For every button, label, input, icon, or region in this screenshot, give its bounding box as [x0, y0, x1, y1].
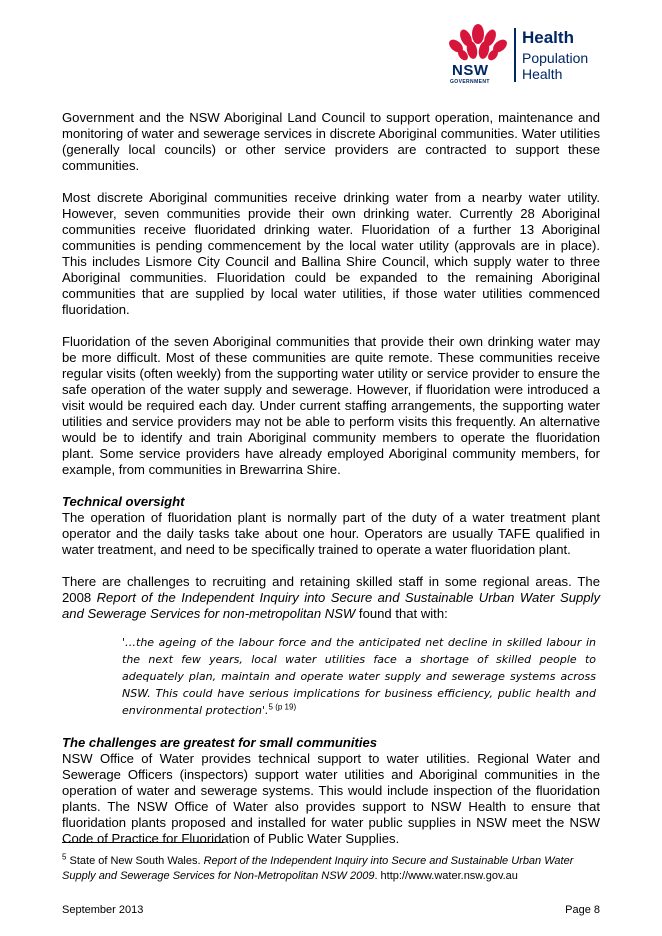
footnote-end: . http://www.water.nsw.gov.au	[374, 870, 518, 882]
heading-small-communities: The challenges are greatest for small communities	[62, 735, 378, 750]
inquiry-paragraph	[62, 574, 600, 622]
logo-population-text: Population	[522, 50, 589, 66]
footnote-start: State of New South Wales.	[66, 855, 204, 867]
waratah-icon	[446, 24, 510, 64]
footer-page-number: Page 8	[565, 904, 600, 916]
paragraph-2: Most discrete Aboriginal communities receive drinking water from a nearby water utility. However, seven communities provide their own drinking water. Currently 28 Aboriginal communities receive fluoridated drinking water. Fluoridation of a further 13 Aboriginal communities is pending commencement by the local water utility (approvals are in place). This includes Lismore City Council and Ballina Shire Council, which supply water to three Aboriginal communities. Fluoridation could be expanded to the remaining Aboriginal communities that are supplied by local water utilities, if those water utilities commenced fluoridation.	[62, 190, 600, 317]
technical-oversight-paragraph: The operation of fluoridation plant is normally part of the duty of a water treatment plant operator and the daily tasks take about one hour. Operators are usually TAFE qualified in water treatment, and need to be specifically trained to operate a water fluoridation plant.	[62, 510, 600, 557]
small-communities-paragraph: NSW Office of Water provides technical support to water utilities. Regional Water and Sewerage Officers (inspectors) support water utilities and Aboriginal communities in the operation of water and sewerage systems. This would include inspection of the fluoridation plants. The NSW Office of Water also provides support to NSW Health to ensure that fluoridation plants proposed and installed for water public supplies in NSW meet the NSW Code of Practice for Fluoridation of Public Water Supplies.	[62, 751, 600, 846]
inquiry-text-end: found that with:	[355, 606, 448, 621]
footnote-number: 5	[62, 852, 67, 862]
quote-reference: 5 (p 19)	[268, 702, 297, 712]
block-quote	[122, 634, 596, 719]
document-body	[62, 110, 600, 847]
paragraph-1: Government and the NSW Aboriginal Land Council to support operation, maintenance and monitoring of water and sewerage services in discrete Aboriginal communities. Water utilities (generally local councils) or other service providers are contracted to support these communities.	[62, 110, 600, 173]
footer-date: September 2013	[62, 904, 144, 916]
heading-technical-oversight: Technical oversight	[62, 494, 185, 509]
inquiry-text-start: There are challenges to recruiting and retaining skilled staff in some regional areas. The 2008	[62, 574, 600, 605]
footnote-title: Report of the Independent Inquiry into Secure and Sustainable Urban Water Supply and Sewerage Services for Non-Metropolitan NSW 2009	[62, 855, 574, 882]
inquiry-report-title: Report of the Independent Inquiry into Secure and Sustainable Urban Water Supply and Sewerage Services for non-metropolitan NSW	[62, 590, 600, 621]
footnote	[62, 854, 602, 884]
quote-text: '…the ageing of the labour force and the anticipated net decline in skilled labour in the next few years, local water utilities face a shortage of skilled people to adequately plan, maintain and operate water supply and sewerage systems across NSW. This could have serious implications for business efficiency, public health and environmental protection'.	[122, 636, 596, 717]
logo-health2-text: Health	[522, 66, 563, 82]
logo-nsw-text: NSW	[452, 62, 489, 79]
footnote-separator	[62, 842, 224, 843]
paragraph-3: Fluoridation of the seven Aboriginal communities that provide their own drinking water may be more difficult. Most of these communities are quite remote. These communities receive regular visits (often weekly) from the supporting water utility or service provider to ensure the safe operation of the water supply and sewerage. However, if fluoridation were introduced a visit would be required each day. Under current staffing arrangements, the supporting water utilities and service providers may not be able to perform visits this frequently. An alternative would be to identify and train Aboriginal community members to operate the fluoridation plant. Some service providers have already employed Aboriginal community members, for example, from communities in Brewarrina Shire.	[62, 334, 600, 477]
logo-government-text: GOVERNMENT	[450, 79, 490, 85]
logo-divider	[514, 28, 516, 82]
nsw-health-logo	[446, 24, 606, 86]
logo-health-text: Health	[522, 28, 574, 47]
